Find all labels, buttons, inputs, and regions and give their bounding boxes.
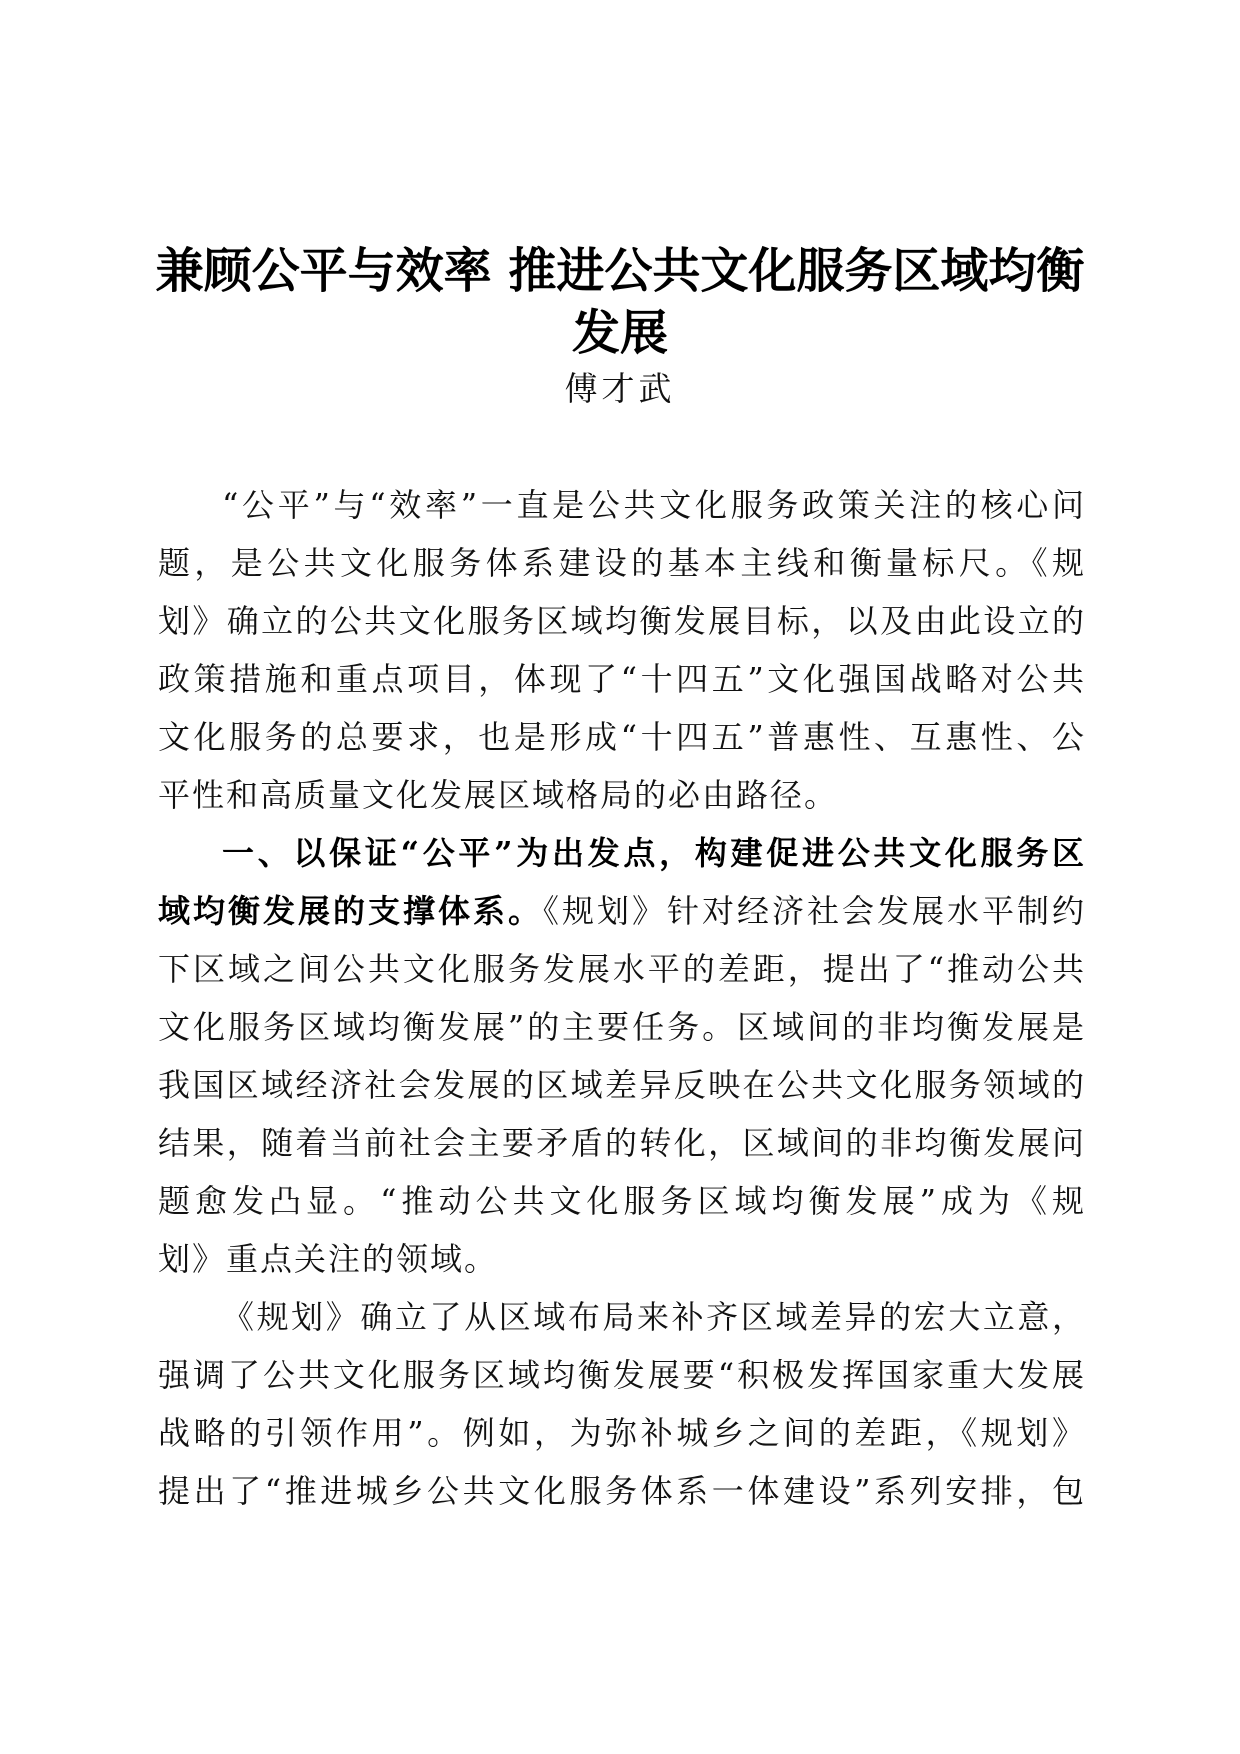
paragraph-2-line: 文化服务区域均衡发展”的主要任务。区域间的非均衡发展是	[158, 1008, 1086, 1046]
paragraph-2-line: 题愈发凸显。“推动公共文化服务区域均衡发展”成为《规	[158, 1182, 1086, 1220]
author-name: 傅才武	[564, 369, 676, 408]
paragraph-1-line: “公平”与“效率”一直是公共文化服务政策关注的核心问	[222, 486, 1086, 524]
paragraph-2-line: 结果，随着当前社会主要矛盾的转化，区域间的非均衡发展问	[158, 1124, 1086, 1162]
section-heading-tail: 域均衡发展的支撑体系。	[158, 892, 543, 930]
paragraph-2-line	[158, 882, 1086, 940]
paragraph-3-line: 《规划》确立了从区域布局来补齐区域差异的宏大立意，	[222, 1298, 1086, 1336]
paragraph-1-line: 政策措施和重点项目，体现了“十四五”文化强国战略对公共	[158, 660, 1086, 698]
title-line-2: 发展	[571, 305, 668, 361]
paragraph-2-line: 下区域之间公共文化服务发展水平的差距，提出了“推动公共	[158, 950, 1086, 988]
paragraph-1-line: 平性和高质量文化发展区域格局的必由路径。	[158, 776, 839, 814]
title-line-1: 兼顾公平与效率 推进公共文化服务区域均衡	[155, 243, 1085, 299]
paragraph-1-line: 划》确立的公共文化服务区域均衡发展目标，以及由此设立的	[158, 602, 1086, 640]
paragraph-3-line: 强调了公共文化服务区域均衡发展要“积极发挥国家重大发展	[158, 1356, 1086, 1394]
paragraph-3-line: 提出了“推进城乡公共文化服务体系一体建设”系列安排，包	[158, 1472, 1086, 1510]
document-title	[120, 240, 1120, 364]
section-heading-line: 一、以保证“公平”为出发点，构建促进公共文化服务区	[222, 834, 1086, 872]
paragraph-1-line: 题，是公共文化服务体系建设的基本主线和衡量标尺。《规	[158, 544, 1086, 582]
document-body	[158, 476, 1086, 1520]
paragraph-2-text: 《规划》针对经济社会发展水平制约	[543, 892, 1086, 930]
paragraph-2-line: 划》重点关注的领域。	[158, 1240, 499, 1278]
paragraph-2-line: 我国区域经济社会发展的区域差异反映在公共文化服务领域的	[158, 1066, 1086, 1104]
paragraph-3-line: 战略的引领作用”。例如，为弥补城乡之间的差距，《规划》	[158, 1414, 1086, 1452]
paragraph-1-line: 文化服务的总要求，也是形成“十四五”普惠性、互惠性、公	[158, 718, 1086, 756]
